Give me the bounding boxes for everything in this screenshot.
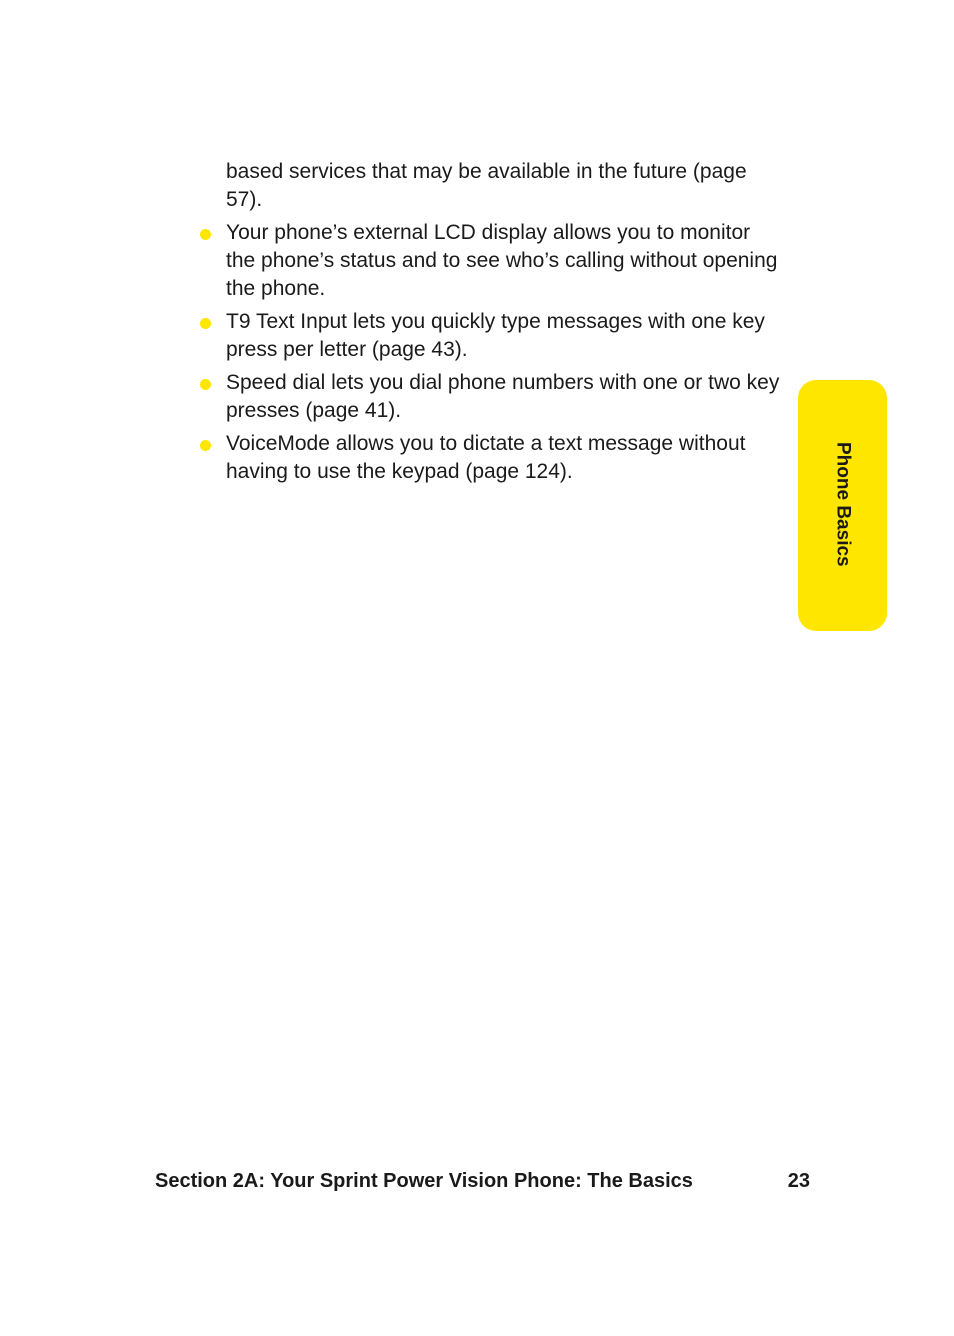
bullet-icon (200, 318, 211, 329)
bullet-icon (200, 440, 211, 451)
intro-text: based services that may be available in the future (page 57). (226, 160, 747, 211)
side-tab-label: Phone Basics (832, 442, 854, 567)
list-item-text: T9 Text Input lets you quickly type messages with one key press per letter (page 43). (226, 310, 765, 361)
section-side-tab (798, 380, 887, 631)
footer-section-title: Section 2A: Your Sprint Power Vision Phone: The Basics (155, 1170, 693, 1192)
list-item-text: VoiceMode allows you to dictate a text message without having to use the keypad (page 124). (226, 432, 746, 483)
list-item (226, 308, 782, 364)
list-item (226, 369, 782, 425)
page-number: 23 (787, 1170, 810, 1192)
bullet-icon (200, 229, 211, 240)
list-item-text: Your phone’s external LCD display allows you to monitor the phone’s status and to see who’s calling without opening the phone. (226, 221, 778, 300)
body-content (226, 158, 782, 491)
intro-paragraph (226, 158, 782, 214)
bullet-icon (200, 379, 211, 390)
list-item (226, 430, 782, 486)
feature-list (226, 219, 782, 486)
list-item-text: Speed dial lets you dial phone numbers with one or two key presses (page 41). (226, 371, 780, 422)
list-item (226, 219, 782, 303)
